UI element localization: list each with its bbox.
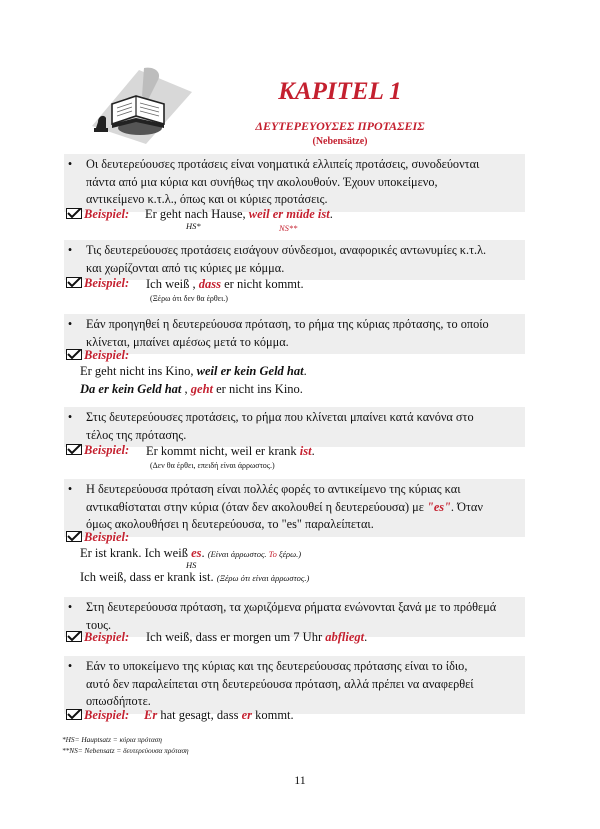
checkmark-icon [66, 349, 82, 360]
chapter-subtitle-german: (Nebensätze) [312, 136, 368, 147]
rule-box-4 [64, 407, 525, 447]
hs-label: HS* [186, 221, 201, 231]
example-sentence: Er ist krank. Ich weiß es. (Είναι άρρωστος. Το ξέρω.) [80, 546, 302, 560]
checkmark-icon [66, 208, 82, 219]
rule-line: κλίνεται, μπαίνει αμέσως μετά το κόμμα. [86, 334, 289, 349]
checkmark-icon [66, 631, 82, 642]
rule-line: Εάν προηγηθεί η δευτερεύουσα πρόταση, το ρήμα της κύριας πρότασης, το οποίο [86, 317, 489, 331]
rule-line: Τις δευτερεύουσες προτάσεις εισάγουν σύνδεσμοι, αναφορικές αντωνυμίες κ.τ.λ. [86, 243, 487, 257]
book-pen-illustration-icon [84, 66, 194, 144]
example-sentence: Ich weiß, dass er morgen um 7 Uhr abfliegt. [146, 630, 368, 644]
bullet-icon: • [67, 600, 73, 614]
bullet-icon: • [67, 243, 73, 257]
example-sentence: Er geht nach Hause, weil er müde ist. [145, 207, 333, 221]
rule-box-7 [64, 656, 525, 714]
checkmark-icon [66, 709, 82, 720]
rule-line: τους. [86, 617, 112, 632]
hs-label: HS [186, 560, 197, 570]
example-label: Beispiel: [66, 443, 129, 458]
example-label: Beispiel: [66, 708, 129, 723]
rule-box-5 [64, 479, 525, 537]
example-label: Beispiel: [66, 348, 129, 363]
checkmark-icon [66, 277, 82, 288]
rule-line: Οι δευτερεύουσες προτάσεις είναι νοηματικά ελλιπείς προτάσεις, συνοδεύονται [86, 157, 480, 171]
example-sentence: Da er kein Geld hat , geht er nicht ins Kino. [80, 382, 303, 396]
example-label: Beispiel: [66, 207, 129, 222]
checkmark-icon [66, 444, 82, 455]
example-sentence: Er geht nicht ins Kino, weil er kein Geld hat. [80, 364, 307, 378]
rule-line: πάντα από μια κύρια και συνήθως την ακολουθούν. Έχουν υποκείμενο, [86, 174, 438, 189]
chapter-title: KAPITEL 1 [278, 78, 402, 105]
example-sentence: Er kommt nicht, weil er krank ist. [146, 444, 315, 458]
ns-label: NS** [279, 223, 298, 233]
checkmark-icon [66, 531, 82, 542]
rule-line: Στη δευτερεύουσα πρόταση, τα χωριζόμενα ρήματα ενώνονται ξανά με το πρόθεμά [86, 600, 497, 614]
footnote: **NS= Nebensatz = δευτερεύουσα πρόταση [62, 746, 189, 755]
example-sentence: Ich weiß, dass er krank ist. (Ξέρω ότι είναι άρρωστος.) [80, 570, 310, 584]
translation-note: (Ξέρω ότι δεν θα έρθει.) [150, 294, 228, 303]
rule-box-2 [64, 240, 525, 280]
rule-line: τέλος της πρότασης. [86, 427, 187, 442]
translation-note: (Δεν θα έρθει, επειδή είναι άρρωστος.) [150, 461, 275, 470]
bullet-icon: • [67, 482, 73, 496]
example-sentence: Ich weiß , dass er nicht kommt. [146, 277, 304, 291]
example-label: Beispiel: [66, 530, 129, 545]
rule-line: αντικείμενο κ.τ.λ., όπως και οι κύριες προτάσεις. [86, 192, 328, 206]
rule-line: αυτό δεν παραλείπεται στη δευτερεύουσα πρόταση, αλλά πρέπει να αναφερθεί [86, 676, 474, 691]
example-sentence: Er hat gesagt, dass er kommt. [144, 708, 294, 722]
rule-box-3 [64, 314, 525, 354]
bullet-icon: • [67, 410, 73, 424]
rule-line: αντικαθίσταται στην κύρια (όταν δεν ακολουθεί η δευτερεύουσα) με "es". Όταν [86, 499, 483, 514]
example-label: Beispiel: [66, 276, 129, 291]
rule-line: Η δευτερεύουσα πρόταση είναι πολλές φορές το αντικείμενο της κύριας και [86, 482, 461, 496]
rule-line: Στις δευτερεύουσες προτάσεις, το ρήμα που κλίνεται μπαίνει κατά κανόνα στο [86, 410, 474, 424]
page-number: 11 [294, 773, 306, 787]
example-label: Beispiel: [66, 630, 129, 645]
rule-line: και χωρίζονται από τις κύριες με κόμμα. [86, 260, 285, 275]
bullet-icon: • [67, 157, 73, 171]
bullet-icon: • [67, 659, 73, 673]
rule-box-1 [64, 154, 525, 212]
rule-line: Εάν το υποκείμενο της κύριας και της δευτερεύουσας πρότασης είναι το ίδιο, [86, 659, 468, 673]
chapter-subtitle: ΔΕΥΤΕΡΕΥΟΥΣΕΣ ΠΡΟΤΑΣΕΙΣ [255, 119, 425, 133]
bullet-icon: • [67, 317, 73, 331]
rule-line: οπωσδήποτε. [86, 694, 151, 708]
rule-line: όμως ακολουθήσει η δευτερεύουσα, το "es" παραλείπεται. [86, 517, 374, 531]
footnote: *HS= Hauptsatz = κύρια πρόταση [62, 735, 162, 744]
